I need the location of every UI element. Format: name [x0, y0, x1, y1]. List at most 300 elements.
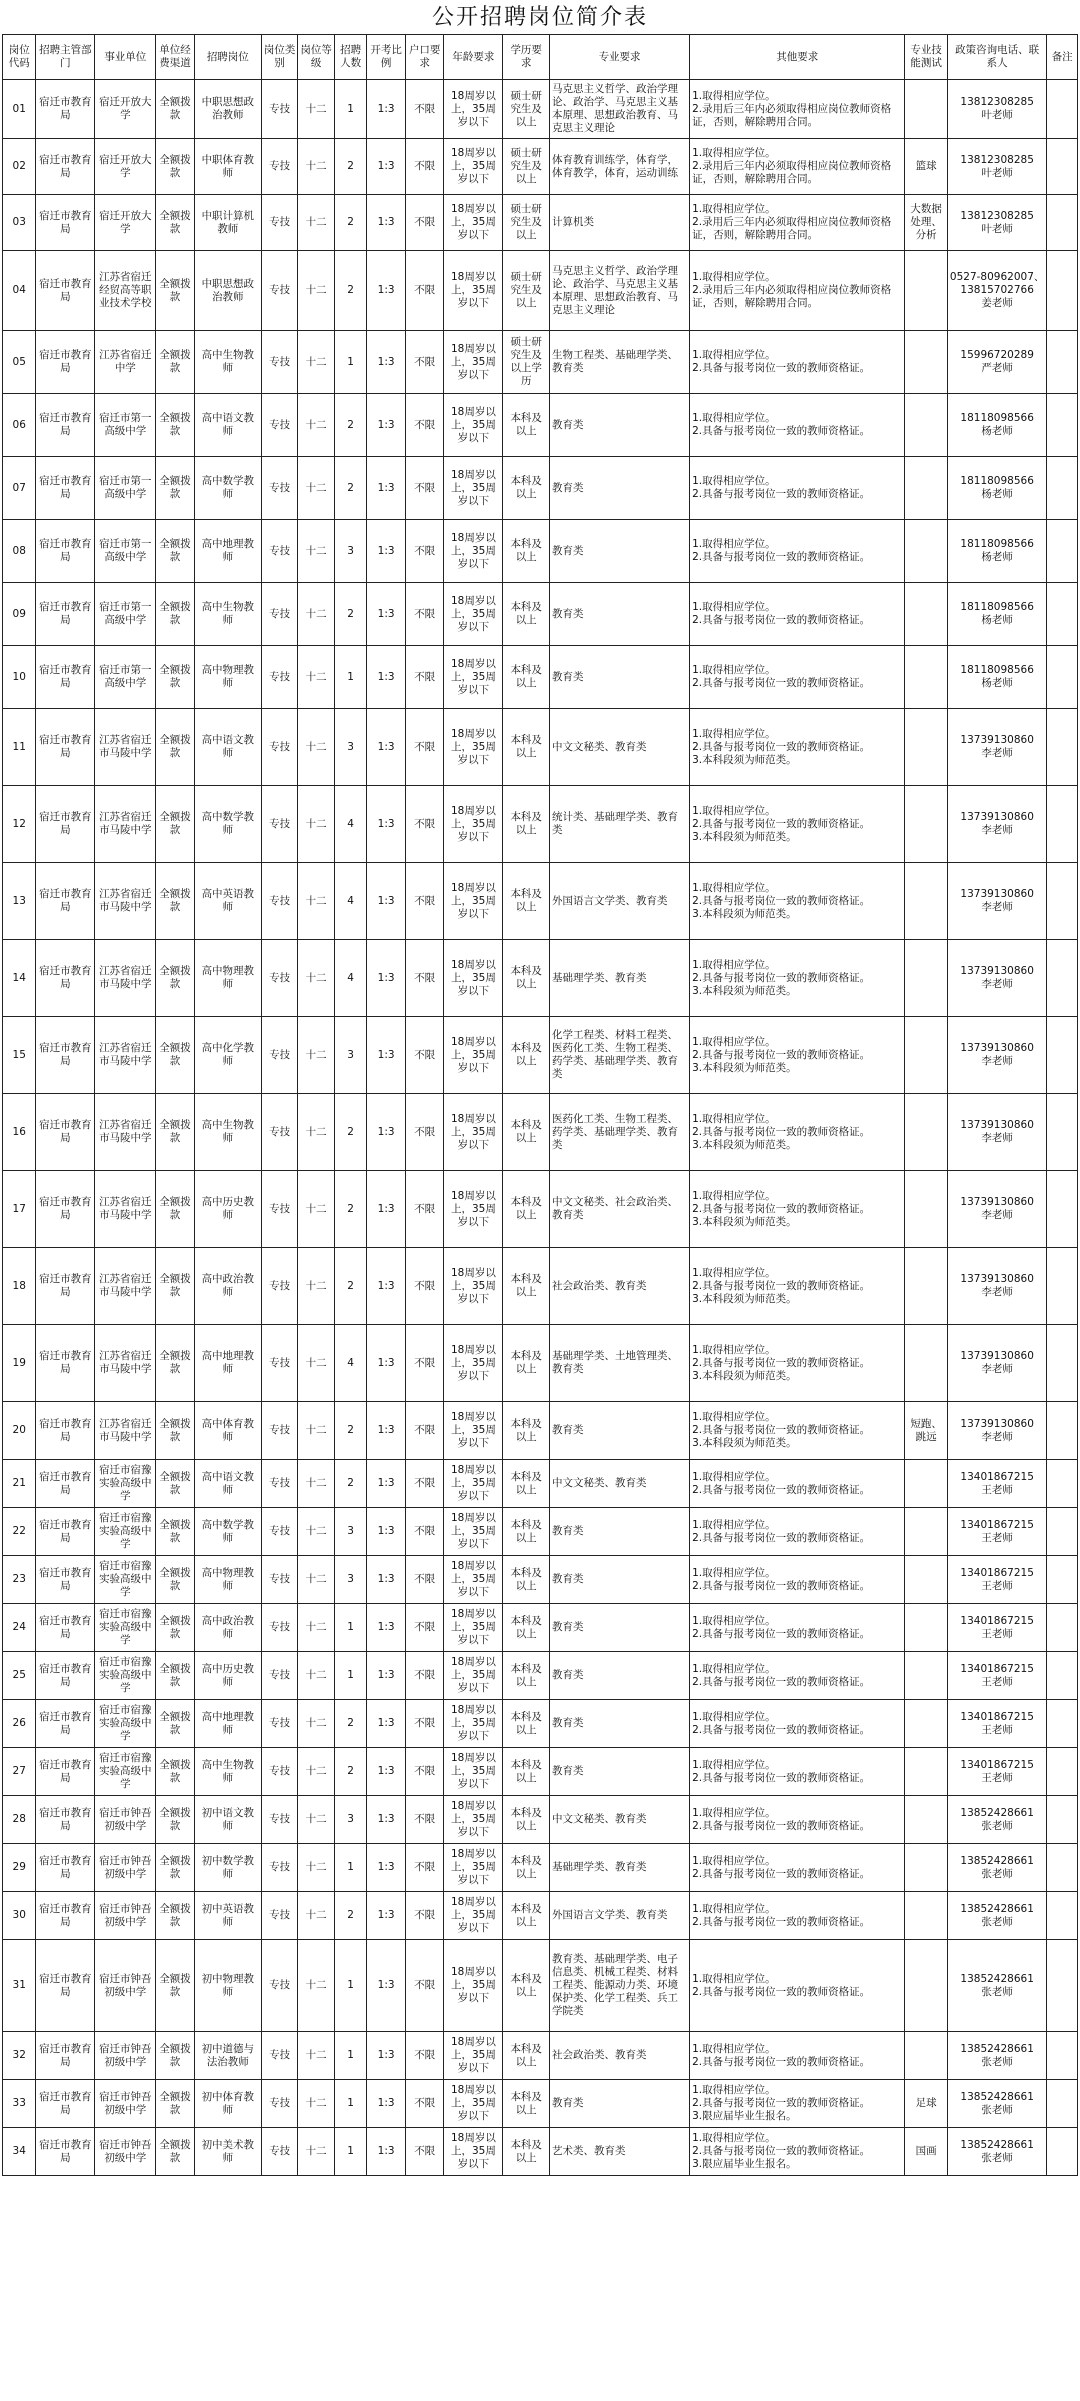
cell-post-code: 14 [3, 940, 36, 1017]
cell-post-code: 34 [3, 2128, 36, 2176]
cell-department: 宿迁市教育局 [36, 1844, 95, 1892]
cell-remark [1047, 786, 1078, 863]
column-header: 开考比例 [367, 35, 406, 80]
cell-age-req: 18周岁以上，35周岁以下 [444, 331, 503, 394]
cell-other-req: 1.取得相应学位。 2.具备与报考岗位一致的教师资格证。 [690, 1940, 905, 2032]
cell-category: 专技 [261, 2080, 298, 2128]
cell-position: 高中生物教师 [194, 583, 261, 646]
cell-headcount: 2 [334, 1460, 366, 1508]
cell-funding: 全额拨款 [156, 1748, 195, 1796]
table-row [3, 1796, 1078, 1844]
cell-other-req: 1.取得相应学位。 2.录用后三年内必须取得相应岗位教师资格证，否则，解除聘用合同。 [690, 251, 905, 331]
cell-hukou-req: 不限 [405, 2080, 444, 2128]
cell-unit: 宿迁市第一高级中学 [95, 520, 156, 583]
cell-department: 宿迁市教育局 [36, 1171, 95, 1248]
cell-contact: 13739130860 李老师 [947, 1017, 1046, 1094]
cell-contact: 13852428661 张老师 [947, 1940, 1046, 2032]
cell-skill-test [905, 863, 948, 940]
cell-unit: 江苏省宿迁市马陵中学 [95, 1325, 156, 1402]
cell-headcount: 1 [334, 2080, 366, 2128]
cell-position: 高中政治教师 [194, 1604, 261, 1652]
cell-category: 专技 [261, 786, 298, 863]
cell-skill-test [905, 1892, 948, 1940]
cell-hukou-req: 不限 [405, 80, 444, 139]
cell-education-req: 本科及以上 [503, 1171, 550, 1248]
cell-unit: 宿迁开放大学 [95, 139, 156, 195]
cell-contact: 13739130860 李老师 [947, 940, 1046, 1017]
table-row [3, 1248, 1078, 1325]
cell-department: 宿迁市教育局 [36, 1556, 95, 1604]
cell-post-code: 16 [3, 1094, 36, 1171]
cell-age-req: 18周岁以上，35周岁以下 [444, 786, 503, 863]
cell-department: 宿迁市教育局 [36, 1604, 95, 1652]
cell-unit: 宿迁市钟吾初级中学 [95, 2128, 156, 2176]
cell-position: 高中物理教师 [194, 940, 261, 1017]
cell-major-req: 中文文秘类、社会政治类、教育类 [550, 1171, 690, 1248]
cell-level: 十二 [298, 1604, 335, 1652]
table-row [3, 1604, 1078, 1652]
cell-position: 初中物理教师 [194, 1940, 261, 2032]
cell-other-req: 1.取得相应学位。 2.具备与报考岗位一致的教师资格证。 3.本科段须为师范类。 [690, 1402, 905, 1460]
cell-major-req: 中文文秘类、教育类 [550, 709, 690, 786]
cell-category: 专技 [261, 331, 298, 394]
cell-level: 十二 [298, 1940, 335, 2032]
cell-category: 专技 [261, 1844, 298, 1892]
cell-age-req: 18周岁以上，35周岁以下 [444, 709, 503, 786]
cell-hukou-req: 不限 [405, 139, 444, 195]
cell-major-req: 教育类 [550, 2080, 690, 2128]
cell-post-code: 02 [3, 139, 36, 195]
cell-position: 中职体育教师 [194, 139, 261, 195]
table-row [3, 1892, 1078, 1940]
cell-age-req: 18周岁以上，35周岁以下 [444, 940, 503, 1017]
cell-hukou-req: 不限 [405, 1556, 444, 1604]
cell-department: 宿迁市教育局 [36, 394, 95, 457]
cell-exam-ratio: 1:3 [367, 863, 406, 940]
cell-unit: 宿迁市钟吾初级中学 [95, 1796, 156, 1844]
cell-skill-test [905, 331, 948, 394]
cell-major-req: 基础理学类、教育类 [550, 940, 690, 1017]
cell-education-req: 本科及以上 [503, 1652, 550, 1700]
cell-funding: 全额拨款 [156, 940, 195, 1017]
cell-education-req: 本科及以上 [503, 457, 550, 520]
cell-remark [1047, 457, 1078, 520]
cell-major-req: 教育类 [550, 583, 690, 646]
cell-skill-test [905, 940, 948, 1017]
cell-post-code: 27 [3, 1748, 36, 1796]
cell-level: 十二 [298, 940, 335, 1017]
cell-level: 十二 [298, 1402, 335, 1460]
cell-contact: 13401867215 王老师 [947, 1604, 1046, 1652]
cell-headcount: 1 [334, 80, 366, 139]
table-row [3, 1094, 1078, 1171]
cell-age-req: 18周岁以上，35周岁以下 [444, 394, 503, 457]
column-header: 备注 [1047, 35, 1078, 80]
cell-headcount: 4 [334, 786, 366, 863]
cell-unit: 宿迁市钟吾初级中学 [95, 2080, 156, 2128]
cell-major-req: 社会政治类、教育类 [550, 2032, 690, 2080]
cell-education-req: 本科及以上 [503, 1748, 550, 1796]
cell-remark [1047, 940, 1078, 1017]
cell-funding: 全额拨款 [156, 2080, 195, 2128]
cell-major-req: 教育类 [550, 1700, 690, 1748]
cell-category: 专技 [261, 1940, 298, 2032]
column-header: 其他要求 [690, 35, 905, 80]
cell-level: 十二 [298, 786, 335, 863]
cell-position: 高中生物教师 [194, 331, 261, 394]
cell-department: 宿迁市教育局 [36, 1508, 95, 1556]
cell-contact: 13852428661 张老师 [947, 1892, 1046, 1940]
cell-level: 十二 [298, 1017, 335, 1094]
cell-level: 十二 [298, 195, 335, 251]
table-row [3, 1940, 1078, 2032]
cell-age-req: 18周岁以上，35周岁以下 [444, 195, 503, 251]
cell-funding: 全额拨款 [156, 1652, 195, 1700]
cell-skill-test [905, 394, 948, 457]
cell-department: 宿迁市教育局 [36, 1248, 95, 1325]
cell-position: 中职计算机教师 [194, 195, 261, 251]
cell-hukou-req: 不限 [405, 457, 444, 520]
cell-hukou-req: 不限 [405, 646, 444, 709]
cell-position: 初中美术教师 [194, 2128, 261, 2176]
cell-funding: 全额拨款 [156, 2032, 195, 2080]
cell-other-req: 1.取得相应学位。 2.具备与报考岗位一致的教师资格证。 3.本科段须为师范类。 [690, 940, 905, 1017]
cell-other-req: 1.取得相应学位。 2.具备与报考岗位一致的教师资格证。 [690, 1604, 905, 1652]
cell-funding: 全额拨款 [156, 1796, 195, 1844]
cell-contact: 13739130860 李老师 [947, 1094, 1046, 1171]
column-header: 专业技能测试 [905, 35, 948, 80]
cell-post-code: 33 [3, 2080, 36, 2128]
cell-headcount: 4 [334, 1325, 366, 1402]
cell-position: 高中语文教师 [194, 394, 261, 457]
cell-post-code: 09 [3, 583, 36, 646]
cell-position: 初中道德与法治教师 [194, 2032, 261, 2080]
cell-remark [1047, 1604, 1078, 1652]
cell-age-req: 18周岁以上，35周岁以下 [444, 583, 503, 646]
cell-funding: 全额拨款 [156, 1940, 195, 2032]
cell-post-code: 25 [3, 1652, 36, 1700]
cell-funding: 全额拨款 [156, 139, 195, 195]
cell-remark [1047, 1017, 1078, 1094]
cell-skill-test [905, 1556, 948, 1604]
cell-remark [1047, 1325, 1078, 1402]
cell-remark [1047, 2032, 1078, 2080]
cell-major-req: 计算机类 [550, 195, 690, 251]
cell-post-code: 23 [3, 1556, 36, 1604]
cell-age-req: 18周岁以上，35周岁以下 [444, 2032, 503, 2080]
cell-funding: 全额拨款 [156, 1017, 195, 1094]
cell-exam-ratio: 1:3 [367, 1556, 406, 1604]
cell-post-code: 17 [3, 1171, 36, 1248]
column-header: 年龄要求 [444, 35, 503, 80]
cell-education-req: 本科及以上 [503, 1017, 550, 1094]
cell-skill-test [905, 1460, 948, 1508]
cell-hukou-req: 不限 [405, 2128, 444, 2176]
cell-level: 十二 [298, 2032, 335, 2080]
column-header: 专业要求 [550, 35, 690, 80]
cell-unit: 宿迁市宿豫实验高级中学 [95, 1748, 156, 1796]
cell-headcount: 1 [334, 331, 366, 394]
cell-remark [1047, 1844, 1078, 1892]
table-row [3, 709, 1078, 786]
cell-major-req: 医药化工类、生物工程类、药学类、基础理学类、教育类 [550, 1094, 690, 1171]
cell-funding: 全额拨款 [156, 331, 195, 394]
cell-unit: 宿迁市第一高级中学 [95, 394, 156, 457]
cell-level: 十二 [298, 1325, 335, 1402]
cell-category: 专技 [261, 1094, 298, 1171]
cell-education-req: 本科及以上 [503, 863, 550, 940]
cell-age-req: 18周岁以上，35周岁以下 [444, 457, 503, 520]
cell-hukou-req: 不限 [405, 394, 444, 457]
cell-unit: 江苏省宿迁市马陵中学 [95, 1402, 156, 1460]
cell-exam-ratio: 1:3 [367, 709, 406, 786]
cell-level: 十二 [298, 1460, 335, 1508]
cell-education-req: 硕士研究生及以上 [503, 251, 550, 331]
cell-skill-test [905, 1652, 948, 1700]
cell-funding: 全额拨款 [156, 1460, 195, 1508]
cell-exam-ratio: 1:3 [367, 1700, 406, 1748]
cell-position: 高中数学教师 [194, 1508, 261, 1556]
cell-education-req: 本科及以上 [503, 1604, 550, 1652]
table-row [3, 457, 1078, 520]
cell-skill-test [905, 646, 948, 709]
table-row [3, 520, 1078, 583]
cell-position: 高中地理教师 [194, 1700, 261, 1748]
cell-department: 宿迁市教育局 [36, 251, 95, 331]
cell-exam-ratio: 1:3 [367, 1748, 406, 1796]
cell-remark [1047, 583, 1078, 646]
column-header: 政策咨询电话、联系人 [947, 35, 1046, 80]
cell-education-req: 本科及以上 [503, 583, 550, 646]
cell-headcount: 2 [334, 583, 366, 646]
cell-funding: 全额拨款 [156, 1604, 195, 1652]
cell-contact: 13739130860 李老师 [947, 709, 1046, 786]
table-row [3, 646, 1078, 709]
cell-hukou-req: 不限 [405, 786, 444, 863]
cell-skill-test [905, 1748, 948, 1796]
cell-skill-test: 短跑、跳远 [905, 1402, 948, 1460]
cell-position: 高中化学教师 [194, 1017, 261, 1094]
cell-category: 专技 [261, 1556, 298, 1604]
cell-contact: 18118098566 杨老师 [947, 394, 1046, 457]
cell-post-code: 10 [3, 646, 36, 709]
cell-skill-test: 篮球 [905, 139, 948, 195]
cell-age-req: 18周岁以上，35周岁以下 [444, 139, 503, 195]
cell-unit: 江苏省宿迁中学 [95, 331, 156, 394]
cell-education-req: 本科及以上 [503, 786, 550, 863]
column-header: 岗位代码 [3, 35, 36, 80]
cell-funding: 全额拨款 [156, 80, 195, 139]
cell-department: 宿迁市教育局 [36, 139, 95, 195]
cell-department: 宿迁市教育局 [36, 1017, 95, 1094]
cell-hukou-req: 不限 [405, 1604, 444, 1652]
cell-hukou-req: 不限 [405, 1652, 444, 1700]
cell-education-req: 本科及以上 [503, 1325, 550, 1402]
cell-funding: 全额拨款 [156, 520, 195, 583]
cell-department: 宿迁市教育局 [36, 2128, 95, 2176]
cell-department: 宿迁市教育局 [36, 1940, 95, 2032]
cell-other-req: 1.取得相应学位。 2.具备与报考岗位一致的教师资格证。 [690, 1796, 905, 1844]
cell-major-req: 生物工程类、基础理学类、教育类 [550, 331, 690, 394]
cell-position: 高中物理教师 [194, 646, 261, 709]
cell-contact: 13852428661 张老师 [947, 2080, 1046, 2128]
cell-contact: 13739130860 李老师 [947, 1171, 1046, 1248]
cell-education-req: 本科及以上 [503, 646, 550, 709]
cell-level: 十二 [298, 1700, 335, 1748]
cell-education-req: 本科及以上 [503, 1844, 550, 1892]
cell-contact: 13852428661 张老师 [947, 1796, 1046, 1844]
cell-contact: 13812308285 叶老师 [947, 195, 1046, 251]
cell-position: 高中数学教师 [194, 457, 261, 520]
cell-hukou-req: 不限 [405, 1325, 444, 1402]
cell-exam-ratio: 1:3 [367, 1460, 406, 1508]
cell-skill-test [905, 520, 948, 583]
cell-age-req: 18周岁以上，35周岁以下 [444, 863, 503, 940]
cell-level: 十二 [298, 863, 335, 940]
table-row [3, 583, 1078, 646]
table-row [3, 1748, 1078, 1796]
cell-headcount: 2 [334, 1171, 366, 1248]
cell-exam-ratio: 1:3 [367, 583, 406, 646]
cell-hukou-req: 不限 [405, 520, 444, 583]
cell-unit: 宿迁市宿豫实验高级中学 [95, 1652, 156, 1700]
cell-funding: 全额拨款 [156, 1508, 195, 1556]
cell-remark [1047, 1508, 1078, 1556]
cell-position: 初中语文教师 [194, 1796, 261, 1844]
cell-major-req: 社会政治类、教育类 [550, 1248, 690, 1325]
cell-exam-ratio: 1:3 [367, 457, 406, 520]
column-header: 单位经费渠道 [156, 35, 195, 80]
cell-major-req: 教育类 [550, 1748, 690, 1796]
cell-headcount: 2 [334, 1892, 366, 1940]
cell-age-req: 18周岁以上，35周岁以下 [444, 2128, 503, 2176]
cell-post-code: 28 [3, 1796, 36, 1844]
cell-contact: 13812308285 叶老师 [947, 80, 1046, 139]
cell-other-req: 1.取得相应学位。 2.录用后三年内必须取得相应岗位教师资格证，否则，解除聘用合同。 [690, 80, 905, 139]
cell-education-req: 本科及以上 [503, 1892, 550, 1940]
cell-level: 十二 [298, 520, 335, 583]
cell-category: 专技 [261, 2032, 298, 2080]
cell-department: 宿迁市教育局 [36, 1460, 95, 1508]
cell-other-req: 1.取得相应学位。 2.具备与报考岗位一致的教师资格证。 3.本科段须为师范类。 [690, 1094, 905, 1171]
cell-position: 高中语文教师 [194, 1460, 261, 1508]
cell-remark [1047, 331, 1078, 394]
cell-contact: 18118098566 杨老师 [947, 646, 1046, 709]
table-row [3, 2032, 1078, 2080]
cell-post-code: 26 [3, 1700, 36, 1748]
table-row [3, 139, 1078, 195]
cell-age-req: 18周岁以上，35周岁以下 [444, 1508, 503, 1556]
table-row [3, 80, 1078, 139]
cell-level: 十二 [298, 583, 335, 646]
table-row [3, 1460, 1078, 1508]
cell-remark [1047, 1460, 1078, 1508]
cell-education-req: 本科及以上 [503, 940, 550, 1017]
cell-other-req: 1.取得相应学位。 2.具备与报考岗位一致的教师资格证。 [690, 1652, 905, 1700]
cell-skill-test [905, 1508, 948, 1556]
cell-category: 专技 [261, 251, 298, 331]
table-row [3, 331, 1078, 394]
cell-headcount: 2 [334, 394, 366, 457]
cell-contact: 13739130860 李老师 [947, 1325, 1046, 1402]
cell-post-code: 19 [3, 1325, 36, 1402]
cell-headcount: 3 [334, 1556, 366, 1604]
cell-department: 宿迁市教育局 [36, 786, 95, 863]
cell-funding: 全额拨款 [156, 1094, 195, 1171]
header-row [3, 35, 1078, 80]
cell-post-code: 13 [3, 863, 36, 940]
cell-age-req: 18周岁以上，35周岁以下 [444, 1171, 503, 1248]
cell-age-req: 18周岁以上，35周岁以下 [444, 520, 503, 583]
cell-headcount: 2 [334, 1248, 366, 1325]
cell-exam-ratio: 1:3 [367, 139, 406, 195]
cell-skill-test [905, 1171, 948, 1248]
cell-unit: 江苏省宿迁市马陵中学 [95, 1017, 156, 1094]
cell-unit: 宿迁市宿豫实验高级中学 [95, 1556, 156, 1604]
cell-age-req: 18周岁以上，35周岁以下 [444, 1844, 503, 1892]
cell-position: 初中英语教师 [194, 1892, 261, 1940]
cell-remark [1047, 646, 1078, 709]
cell-post-code: 12 [3, 786, 36, 863]
cell-age-req: 18周岁以上，35周岁以下 [444, 1604, 503, 1652]
cell-funding: 全额拨款 [156, 1844, 195, 1892]
cell-category: 专技 [261, 139, 298, 195]
cell-post-code: 06 [3, 394, 36, 457]
cell-headcount: 2 [334, 1094, 366, 1171]
cell-other-req: 1.取得相应学位。 2.具备与报考岗位一致的教师资格证。 3.本科段须为师范类。 [690, 1248, 905, 1325]
cell-age-req: 18周岁以上，35周岁以下 [444, 1748, 503, 1796]
column-header: 招聘人数 [334, 35, 366, 80]
cell-funding: 全额拨款 [156, 2128, 195, 2176]
cell-level: 十二 [298, 709, 335, 786]
cell-category: 专技 [261, 1700, 298, 1748]
table-row [3, 1402, 1078, 1460]
cell-education-req: 本科及以上 [503, 2128, 550, 2176]
cell-remark [1047, 1556, 1078, 1604]
cell-education-req: 本科及以上 [503, 1094, 550, 1171]
cell-department: 宿迁市教育局 [36, 457, 95, 520]
cell-other-req: 1.取得相应学位。 2.具备与报考岗位一致的教师资格证。 [690, 394, 905, 457]
cell-other-req: 1.取得相应学位。 2.具备与报考岗位一致的教师资格证。 3.本科段须为师范类。 [690, 1325, 905, 1402]
cell-other-req: 1.取得相应学位。 2.具备与报考岗位一致的教师资格证。 [690, 1556, 905, 1604]
cell-position: 中职思想政治教师 [194, 251, 261, 331]
cell-category: 专技 [261, 709, 298, 786]
cell-major-req: 教育类 [550, 457, 690, 520]
cell-contact: 13739130860 李老师 [947, 1402, 1046, 1460]
cell-level: 十二 [298, 394, 335, 457]
cell-headcount: 3 [334, 1796, 366, 1844]
cell-hukou-req: 不限 [405, 195, 444, 251]
table-row [3, 2128, 1078, 2176]
cell-major-req: 艺术类、教育类 [550, 2128, 690, 2176]
cell-category: 专技 [261, 863, 298, 940]
cell-funding: 全额拨款 [156, 1171, 195, 1248]
table-row [3, 940, 1078, 1017]
cell-other-req: 1.取得相应学位。 2.具备与报考岗位一致的教师资格证。 [690, 1700, 905, 1748]
cell-contact: 13852428661 张老师 [947, 1844, 1046, 1892]
cell-category: 专技 [261, 1748, 298, 1796]
cell-exam-ratio: 1:3 [367, 1508, 406, 1556]
cell-hukou-req: 不限 [405, 1796, 444, 1844]
cell-other-req: 1.取得相应学位。 2.具备与报考岗位一致的教师资格证。 3.本科段须为师范类。 [690, 1171, 905, 1248]
cell-position: 高中历史教师 [194, 1171, 261, 1248]
cell-exam-ratio: 1:3 [367, 1796, 406, 1844]
cell-post-code: 30 [3, 1892, 36, 1940]
cell-other-req: 1.取得相应学位。 2.具备与报考岗位一致的教师资格证。 [690, 646, 905, 709]
table-header [3, 35, 1078, 80]
cell-headcount: 2 [334, 251, 366, 331]
cell-major-req: 体育教育训练学，体育学，体育教学，体育，运动训练 [550, 139, 690, 195]
